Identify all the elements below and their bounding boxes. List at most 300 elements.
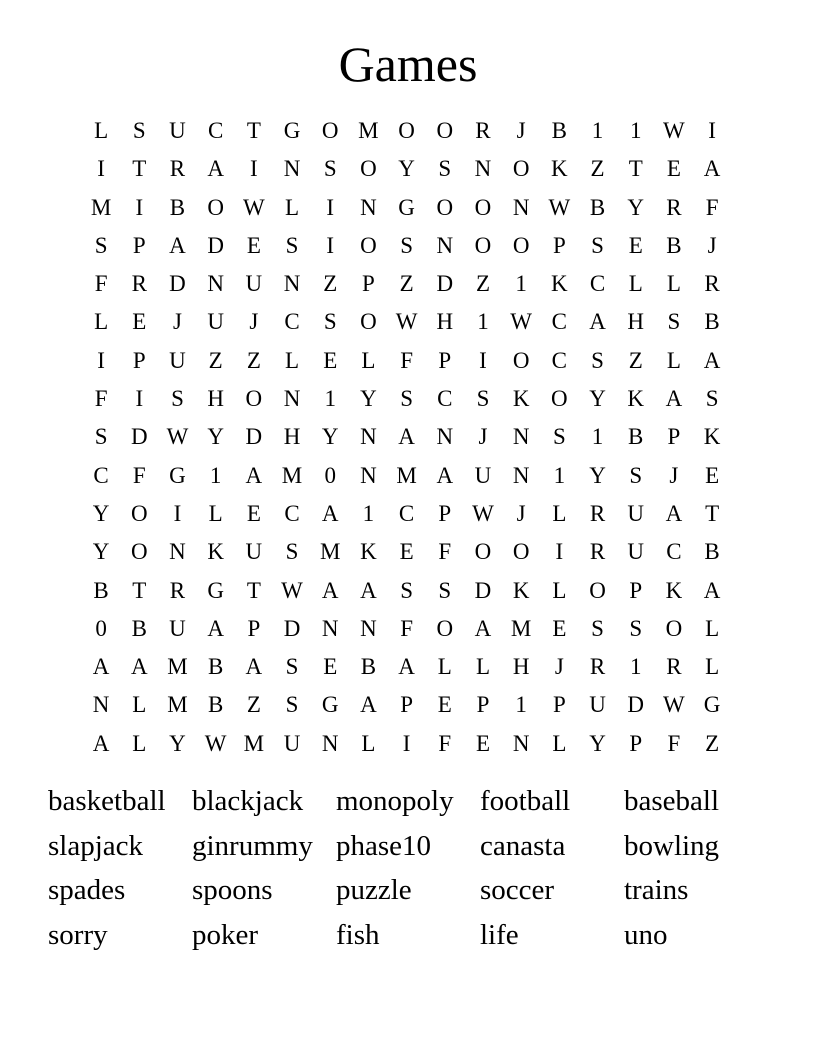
grid-letter: I (402, 730, 411, 756)
grid-letter: A (436, 462, 454, 488)
grid-letter: L (552, 500, 567, 526)
grid-letter: S (629, 615, 643, 641)
grid-letter: B (704, 539, 720, 565)
grid-letter: C (551, 309, 568, 335)
grid-letter: N (283, 386, 301, 412)
grid-letter: U (589, 692, 606, 718)
grid-letter: I (97, 156, 105, 182)
word-list-item: ginrummy (192, 829, 313, 862)
grid-letter: M (281, 462, 303, 488)
word-list-item: fish (336, 918, 380, 951)
grid-letter: B (360, 654, 377, 680)
grid-letter: M (510, 615, 532, 641)
grid-letter: 1 (515, 271, 527, 297)
grid-letter: F (438, 539, 452, 565)
word-list-item: soccer (480, 874, 555, 906)
grid-letter: O (665, 615, 683, 641)
grid-letter: K (665, 577, 683, 603)
grid-letter: H (436, 309, 454, 335)
grid-letter: U (169, 615, 186, 641)
grid-letter: L (628, 271, 643, 297)
grid-letter: P (132, 232, 146, 258)
grid-letter: E (246, 500, 261, 526)
grid-letter: D (245, 424, 263, 450)
grid-letter: 1 (553, 462, 566, 488)
grid-letter: L (705, 615, 720, 641)
grid-letter: P (629, 730, 643, 756)
grid-letter: Z (705, 730, 720, 756)
grid-letter: 1 (591, 424, 604, 450)
grid-row (82, 303, 732, 341)
grid-letter: A (130, 654, 148, 680)
grid-letter: O (512, 156, 530, 182)
grid-letter: M (358, 118, 379, 143)
grid-letter: K (512, 386, 530, 412)
grid-letter: C (551, 347, 568, 373)
grid-letter: I (479, 347, 487, 373)
grid-letter: B (131, 615, 147, 641)
letter-grid (82, 112, 732, 763)
grid-letter: N (436, 424, 454, 450)
grid-letter: W (166, 424, 189, 450)
grid-letter: B (93, 577, 109, 603)
grid-letter: C (589, 271, 606, 297)
grid-letter: R (169, 156, 186, 182)
grid-letter: J (669, 462, 679, 488)
grid-letter: 0 (324, 462, 336, 488)
grid-letter: S (285, 539, 299, 565)
grid-letter: E (552, 615, 567, 641)
grid-letter: O (512, 347, 530, 373)
grid-letter: O (130, 539, 148, 565)
grid-letter: A (398, 424, 415, 450)
grid-letter: E (628, 232, 643, 258)
grid-letter: A (398, 654, 415, 680)
grid-letter: N (474, 156, 492, 182)
grid-letter: Z (628, 347, 643, 373)
grid-letter: S (132, 118, 146, 143)
grid-letter: F (705, 194, 719, 220)
word-list-item: poker (192, 918, 259, 951)
grid-letter: L (437, 654, 452, 680)
grid-letter: Y (589, 730, 606, 756)
grid-letter: A (245, 654, 263, 680)
grid-letter: Z (590, 156, 605, 182)
word-list-item: blackjack (192, 785, 304, 817)
word-list (48, 779, 768, 957)
grid-letter: E (475, 730, 490, 756)
grid-letter: M (396, 462, 417, 488)
grid-letter: A (474, 615, 492, 641)
grid-letter: G (283, 118, 301, 143)
grid-letter: L (361, 730, 376, 756)
grid-letter: H (283, 424, 301, 450)
grid-letter: B (704, 309, 720, 335)
grid-letter: U (627, 539, 645, 565)
grid-letter: S (667, 309, 681, 335)
grid-letter: R (589, 539, 606, 565)
grid-letter: U (474, 462, 492, 488)
word-list-item: bowling (624, 829, 720, 862)
grid-letter: L (208, 500, 223, 526)
grid-letter: S (285, 654, 299, 680)
grid-letter: S (400, 577, 413, 603)
grid-letter: N (512, 424, 530, 450)
grid-letter: P (362, 271, 375, 297)
grid-letter: P (132, 347, 146, 373)
grid-letter: A (245, 462, 263, 488)
word-list-item: slapjack (48, 829, 144, 862)
grid-letter: R (475, 118, 491, 143)
grid-letter: Y (398, 156, 415, 182)
grid-letter: K (703, 424, 721, 450)
grid-letter: A (360, 692, 377, 718)
grid-letter: Y (589, 386, 606, 412)
grid-letter: T (132, 577, 147, 603)
grid-letter: I (250, 156, 258, 182)
grid-letter: S (629, 462, 643, 488)
grid-letter: D (474, 577, 492, 603)
grid-letter: S (400, 386, 413, 412)
grid-letter: C (284, 500, 300, 526)
grid-letter: T (705, 500, 720, 526)
grid-letter: B (207, 654, 224, 680)
grid-row (82, 725, 732, 763)
grid-letter: A (703, 156, 721, 182)
word-row (48, 824, 768, 869)
grid-letter: 1 (591, 118, 604, 143)
grid-letter: F (667, 730, 681, 756)
word-row (48, 913, 768, 958)
grid-letter: N (360, 424, 377, 450)
grid-letter: C (93, 462, 109, 488)
grid-letter: O (512, 232, 530, 258)
grid-letter: O (130, 500, 148, 526)
grid-letter: W (663, 118, 685, 143)
grid-letter: B (207, 692, 224, 718)
grid-letter: S (591, 347, 604, 373)
grid-letter: Y (360, 386, 377, 412)
grid-letter: O (551, 386, 568, 412)
grid-letter: E (323, 347, 338, 373)
grid-letter: F (400, 615, 413, 641)
grid-letter: P (438, 347, 452, 373)
word-list-item: sorry (48, 918, 108, 951)
grid-letter: S (591, 615, 604, 641)
grid-letter: A (92, 730, 110, 756)
grid-letter: P (552, 692, 566, 718)
grid-letter: C (207, 118, 224, 143)
grid-letter: H (512, 654, 530, 680)
grid-letter: 1 (324, 386, 336, 412)
word-list-item: spades (48, 874, 126, 906)
grid-letter: E (399, 539, 414, 565)
grid-letter: G (207, 577, 224, 603)
grid-letter: M (243, 730, 265, 756)
grid-letter: T (132, 156, 147, 182)
grid-letter: J (478, 424, 488, 450)
grid-row (82, 265, 732, 303)
grid-letter: N (169, 539, 186, 565)
grid-letter: K (512, 577, 530, 603)
grid-letter: L (132, 730, 147, 756)
grid-letter: Y (627, 194, 645, 220)
grid-letter: J (172, 309, 182, 335)
grid-letter: W (204, 730, 227, 756)
grid-letter: O (360, 232, 377, 258)
grid-row (82, 418, 732, 456)
grid-letter: A (703, 347, 721, 373)
grid-letter: J (516, 118, 526, 143)
grid-letter: U (169, 118, 186, 143)
word-list-item: baseball (624, 785, 720, 817)
grid-letter: S (323, 309, 337, 335)
grid-letter: P (476, 692, 490, 718)
grid-letter: N (207, 271, 224, 297)
grid-letter: F (94, 386, 108, 412)
grid-letter: E (132, 309, 147, 335)
grid-letter: N (512, 730, 530, 756)
grid-letter: S (438, 156, 452, 182)
grid-letter: F (132, 462, 146, 488)
grid-letter: A (207, 156, 224, 182)
grid-letter: Z (246, 347, 261, 373)
grid-letter: W (510, 309, 533, 335)
grid-letter: Y (207, 424, 224, 450)
word-list-item: life (480, 918, 519, 951)
grid-letter: N (512, 194, 530, 220)
grid-letter: J (707, 232, 717, 258)
grid-letter: O (474, 194, 492, 220)
grid-letter: P (400, 692, 413, 718)
grid-letter: F (94, 271, 108, 297)
grid-letter: I (135, 194, 144, 220)
grid-letter: Y (92, 500, 110, 526)
grid-letter: U (207, 309, 224, 335)
grid-letter: P (438, 500, 452, 526)
grid-letter: L (132, 692, 147, 718)
grid-letter: D (207, 232, 224, 258)
grid-letter: G (703, 692, 721, 718)
grid-letter: W (663, 692, 685, 718)
grid-letter: O (436, 615, 454, 641)
grid-letter: L (705, 654, 720, 680)
grid-letter: C (437, 386, 453, 412)
grid-letter: R (589, 654, 606, 680)
word-list-item: uno (624, 918, 668, 951)
word-list-item: canasta (480, 829, 566, 862)
grid-row (82, 457, 732, 495)
grid-letter: E (437, 692, 452, 718)
grid-letter: R (704, 271, 720, 297)
grid-letter: D (436, 271, 454, 297)
grid-letter: U (283, 730, 301, 756)
grid-letter: 1 (477, 309, 489, 335)
word-list-item: phase10 (336, 829, 432, 862)
grid-letter: U (627, 500, 645, 526)
grid-letter: L (285, 347, 300, 373)
grid-letter: 1 (362, 500, 375, 526)
grid-letter: S (705, 386, 719, 412)
grid-letter: L (552, 577, 567, 603)
grid-row (82, 648, 732, 686)
grid-letter: L (361, 347, 376, 373)
grid-letter: S (438, 577, 452, 603)
grid-letter: M (319, 539, 341, 565)
grid-letter: O (436, 194, 454, 220)
grid-letter: K (207, 539, 224, 565)
grid-letter: B (169, 194, 186, 220)
grid-letter: R (666, 194, 682, 220)
grid-letter: M (90, 194, 112, 220)
grid-row (82, 112, 732, 150)
grid-letter: D (627, 692, 645, 718)
grid-letter: B (551, 118, 568, 143)
grid-letter: B (628, 424, 644, 450)
grid-letter: L (666, 271, 681, 297)
grid-letter: S (323, 156, 337, 182)
word-list-item: basketball (48, 785, 166, 817)
grid-letter: D (169, 271, 186, 297)
grid-letter: K (360, 539, 377, 565)
grid-letter: G (321, 692, 339, 718)
grid-letter: 0 (95, 615, 107, 641)
grid-letter: P (667, 424, 681, 450)
grid-letter: Z (246, 692, 261, 718)
grid-row (82, 610, 732, 648)
grid-letter: A (321, 577, 339, 603)
grid-letter: A (207, 615, 224, 641)
grid-letter: O (360, 156, 377, 182)
grid-letter: I (97, 347, 105, 373)
grid-letter: C (666, 539, 682, 565)
grid-letter: Y (321, 424, 339, 450)
grid-letter: C (284, 309, 300, 335)
grid-letter: N (360, 462, 377, 488)
grid-letter: A (665, 500, 683, 526)
grid-letter: L (552, 730, 567, 756)
grid-letter: K (627, 386, 645, 412)
grid-letter: G (169, 462, 186, 488)
grid-letter: I (326, 232, 335, 258)
grid-letter: S (171, 386, 184, 412)
grid-letter: N (283, 271, 301, 297)
grid-letter: M (167, 654, 188, 680)
grid-letter: Z (475, 271, 490, 297)
grid-letter: N (436, 232, 454, 258)
word-list-item: spoons (192, 874, 273, 906)
grid-letter: C (398, 500, 415, 526)
grid-letter: 1 (515, 692, 527, 718)
grid-letter: E (246, 232, 261, 258)
grid-letter: O (474, 539, 492, 565)
grid-letter: G (398, 194, 415, 220)
grid-letter: N (360, 615, 377, 641)
grid-row (82, 495, 732, 533)
grid-letter: S (94, 232, 108, 258)
grid-letter: A (321, 500, 339, 526)
grid-letter: S (552, 424, 566, 450)
page-title: Games (338, 36, 478, 92)
grid-row (82, 189, 732, 227)
grid-letter: J (249, 309, 259, 335)
grid-letter: E (323, 654, 338, 680)
grid-letter: K (551, 156, 568, 182)
grid-letter: R (666, 654, 682, 680)
word-row (48, 868, 768, 913)
grid-letter: D (283, 615, 301, 641)
grid-letter: R (169, 577, 186, 603)
grid-letter: A (360, 577, 377, 603)
grid-letter: J (554, 654, 564, 680)
grid-letter: B (666, 232, 682, 258)
grid-letter: W (281, 577, 303, 603)
grid-row (82, 572, 732, 610)
grid-letter: Y (169, 730, 186, 756)
grid-row (82, 686, 732, 724)
grid-letter: U (245, 539, 263, 565)
grid-letter: S (591, 232, 604, 258)
grid-letter: I (708, 118, 716, 143)
grid-letter: I (173, 500, 182, 526)
grid-letter: F (438, 730, 452, 756)
grid-letter: L (285, 194, 300, 220)
grid-letter: A (92, 654, 110, 680)
grid-letter: H (207, 386, 224, 412)
grid-letter: W (395, 309, 418, 335)
grid-letter: I (555, 539, 564, 565)
grid-letter: M (167, 692, 188, 718)
grid-letter: 1 (209, 462, 222, 488)
grid-letter: N (92, 692, 110, 718)
grid-letter: Z (208, 347, 223, 373)
grid-letter: R (589, 500, 606, 526)
grid-letter: N (512, 462, 530, 488)
grid-letter: O (360, 309, 377, 335)
grid-letter: O (245, 386, 263, 412)
word-row (48, 779, 768, 824)
grid-letter: L (94, 309, 109, 335)
word-list-item: puzzle (336, 874, 412, 906)
grid-letter: S (285, 692, 299, 718)
grid-letter: H (627, 309, 645, 335)
grid-letter: E (666, 156, 681, 182)
grid-letter: 1 (629, 654, 642, 680)
grid-letter: E (705, 462, 720, 488)
grid-letter: T (246, 577, 261, 603)
grid-row (82, 227, 732, 265)
grid-letter: P (247, 615, 261, 641)
grid-letter: L (666, 347, 681, 373)
grid-letter: W (242, 194, 265, 220)
grid-letter: W (472, 500, 494, 526)
grid-letter: Z (399, 271, 414, 297)
grid-letter: J (516, 500, 526, 526)
grid-letter: O (589, 577, 606, 603)
grid-letter: O (436, 118, 454, 143)
grid-letter: W (548, 194, 571, 220)
grid-letter: B (589, 194, 606, 220)
grid-letter: O (207, 194, 224, 220)
grid-letter: O (474, 232, 492, 258)
grid-letter: O (398, 118, 415, 143)
grid-row (82, 533, 732, 571)
word-list-item: football (480, 785, 571, 817)
grid-letter: R (131, 271, 147, 297)
grid-row (82, 380, 732, 418)
grid-letter: N (321, 615, 339, 641)
grid-letter: A (665, 386, 683, 412)
